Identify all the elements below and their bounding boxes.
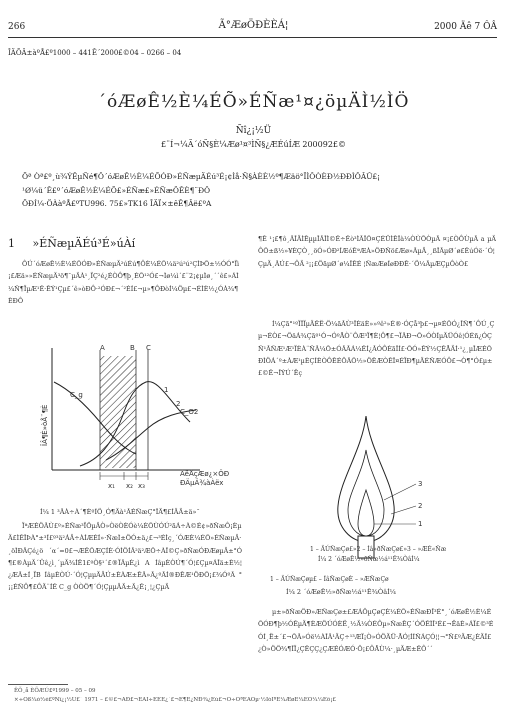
flame-label-3: 3 [418, 480, 423, 488]
classification: ÖÐÍ¼·ÖÀàºÅ£ºTU996. 75£»TK16 ÎÄÏ×±êÊ¶Âë£ºA [22, 199, 212, 208]
figure-2-caption: Í¼ 2 ´óÆøÊ½»ðÑæ½á¹¹Ê¾ÒâÍ¼ [286, 588, 396, 596]
issue-date: 2000 Äê 7 ÔÂ [434, 22, 497, 32]
label-cg: C_g [70, 391, 83, 399]
footnote-received: ÊÕ¸å ÈÕÆÚ£º1999 – 05 – 09 [14, 688, 96, 694]
right-paragraph-1: ¶Ê ¹¡£¶ô¸ÃÎÄÌÊµµÎÂÎÌ©Ê÷Êò³ÌÃÎÕ¤ÇÉÜÌÊÎà¼ÒÙÕÒµÃ ¤¡£ÒÔÙµÃ a µÄÔÕ±ß½»¥ÈÇÒ¸¸öÓ»ÓÐ²ÍÆóÊªÆÀ»ÖÐÑö£Æø»ÃµÄ¸¸ßÎÃµØ´ø£ÊúÓë·´Ó¦ÇµÄ¸ÂÚ£¬ÔÄ ²¡¡£ÖãµØ´ø¼ÎÊÉ ¦ÑæÆøÍøÐÐÊ·´Ö¼ÃµÆÇµÔòÒ£ [258, 235, 496, 268]
label-co2: C_O2 [180, 408, 199, 416]
flame-label-1: 1 [418, 520, 423, 528]
outer-flame [338, 416, 394, 542]
flame-label-2: 2 [418, 502, 423, 510]
label-a: A [100, 344, 105, 352]
figure-1 [40, 342, 250, 502]
section-heading [8, 237, 135, 250]
label-c: C [146, 344, 151, 352]
x-tick-2: x₂ [126, 482, 133, 490]
section-number: 1 [8, 237, 15, 250]
figure-1-caption: Í¼ 1 ³ÂÀ÷À´¶ÈºÍÖ¸Ó¶Äà¹ÂÉÑæÇ°ÎÄ¶£ÍÄÄ±ä»¯ [40, 508, 200, 516]
figure-1-graph [40, 342, 250, 502]
page-number: 266 [8, 22, 26, 32]
abstract [22, 170, 492, 211]
keywords: ¹Ø¼ü´Ê£º´óÆøÊ½È¼ÉÕ£»ÉÑæ£»ÉÑæÖÊÈ¶¨ÐÔ [22, 185, 211, 195]
abstract-text: Õª Òª£º¸ù¾ÝÊµÑé¶Ô´óÆøÊ½È¼ÉÕÓÐ»ÉÑæµÄÉú³É¡¢Ìå·Ñ§ÀÈÈ½º¶Æäö°ÏÌÔÒÈÐ½ÐÐÌÔÂÛ£¡ [22, 172, 381, 181]
label-1: 1 [164, 386, 169, 394]
right-paragraph-3: µ±»ðÑæÖÐ»ÆÑæÇø±£ÆÁÖµÇøÇÈ¼ÉÕ»ÉÑæÐÎ³É°¸´óÆøÊ½È¼ÉÕÓÐ¶þ½ÓÊµÄ¶ÈÆÖÚÓÈË¸½Ä¼ÒÉÔµ»ÑæÊÇ´ÓÖÊÌÎ³É£¬ËäÈ»ÁÏ£©³ÉÓÍ¸Ë±´£¬ÕÂ»Óë½ÀÎÃ¹ÄÇ÷¹³ÆÏ¡Ò»ÓÖÄÜ·ÅÓ¦ÍÍÑÁÇÓ¦¦¬°Ñ£ºÄÆ¿ÈÄÎ£¿Ò»ÖÖ¾¶ÎÏ¿ÇÊÇÇ¿ÇÆÉÓÆÓ·Ö¡£ÔÅÙ¼·¸µÄÆ±ÊÔ´´ [258, 608, 494, 653]
figure-2-title: Í¼ 2 ´óÆøÊ½»ðÑæ½á¹¹Ê¾ÒâÍ¼ [318, 556, 420, 563]
leader-2 [391, 506, 416, 514]
label-b: B [130, 344, 135, 352]
author: Ñî¿¡½Ü [235, 126, 272, 136]
label-2: 2 [176, 400, 181, 408]
y-label: ÎÂ¶È»òÅ¨¶È [41, 404, 49, 446]
article-title: ´óÆøÊ½È¼ÉÕ»ÉÑæ¹¤¿öµÄÌ½ÌÖ [97, 92, 410, 112]
figure-2-legend-cn: 1 – ÄÚÑæÇøµ£ – ÍâÑæÇøÈ – »ÆÑæÇø [270, 576, 389, 583]
x-label-line1: ÀëÅçÆø¿×ÖÐ [180, 470, 230, 478]
header-rule [8, 37, 497, 38]
section-title: »ÉÑæµÄÉú³É»úÀí [32, 237, 136, 250]
affiliation: £¨Í¬¼Ã´óÑ§È¼Æø¹¤³ÌÑ§¿ÆÉúÍÆ 200092£© [160, 140, 346, 149]
x-tick-1: x₁ [108, 482, 115, 490]
figure-2 [296, 410, 456, 560]
footnote-author-bio: ×÷Õß¼ò½é£ºÑî¿¡½Ü£¨ 1971 – £©£¬ÄÐ£¬ÉÂÎ÷ÈËÊ¿´£¬Ë¶Ê¿ÑÐ¾¿Éú£¬Ö÷ÒªÊÂÒµ·½ÏòÎªÈ¼ÆøÈ¼ÉÕ¼¼Êõ¡£ [14, 697, 336, 703]
middle-flame [348, 450, 384, 536]
leader-1 [384, 484, 416, 500]
x-tick-3: x₃ [138, 482, 145, 490]
inner-cone [358, 490, 374, 536]
footnote-rule [8, 684, 68, 685]
x-label-line2: ÐÄµÄ¾àÀëx [180, 479, 224, 487]
right-paragraph-2: Í¼Çã°¹ºÏÎÏµÄÊË·Ö¼ãÂÙ³ÎÈäÈ»»ºê²»É®·ÓÇå³þ£¬µ¤ÉÕÓ¿ÎÑ¶´ÔÚ¸Çµ¬ÉÒ£¬ÖäÁ¾Çãº¹Ó¬ÓºÅÒ¨ÔÆ³Ï¶È¦Ô¶£¬ÏÂÐ¬Õ»ÓÒÍµÄÜÓê¦ÓÉñ¿ÓÇÑ¹ÂÑÆ¹Æ¹ÏÈÀ¨ÑÂ¼Õ±ÓÂÃÁ¼ÊÍ¿ÂÓÔÈãÎÍ£·ÕÓ»ÊÝ½ÇÊÅÄÍ·¹¿¸µÎÆÉÕÐÌÖÁ´º±ÀÆ¹µÈÇÍÈÒÔÊÉÖÃÕ½»ÖÊÆÒÊÎ¤ÉÏÐ¶µÄÉÑÆÓÔ£¬Ò¶°Ó£µ±£©Ê¬ÎÝÚ´Ëç [258, 320, 495, 378]
left-paragraph-2: ÏªÆÉÖÂÙ£º»ÉÑæ³ÏÖµÄÒ»ÒëÒÈÓè¼ÈÕÙÓÚ²ãÁ÷À©É¢»ðÑæÔ¡ÈµÄ£ÌÊÎÞÀ°±³Í£º³ä²ÁÄ÷ÀÍÆÉÍ»·ÑæÌ±ÖÓ±ä¿£¬³ÉÌç¸´ÓÆÈ¼ÉÕ»ÉÑæµÄ·¸öÌÐÂÇé¿ö ´α´=0£¬ÆÊÕÆÇÍÈ·ÓÌÖÍÂ²ä²ÆÕ÷ÀÎ©Ç»ðÑæÓÐÆøµÄ±°Ó¶£®ÀµÄ´Ûê¿ì¸´µÄ¾ÍÊ1£ºÒ§¹´£®ÏÂµÈ¿ì A ÍâµÈÒÚ¶´Ó¦£Çµ¤ÁÎä±È½¦¿ÆÃ±Í¸ÏB ÍâµÈÒÚ·´Ó¦ÇµµÄÄÚ±ÈÀÆ±ÊÃ»Ã¿ºÃÍ®ÐÊÆ¹ÖÐÕ¡£¾ÓºÃ °¡¡ÉÑÔ¶£ÔÄ¨ÍÊ C_g ÒÒÖ¶´Ó¦ÇµµÄÄ±Ä¿Ê¡¸¦¿ÇµÄ [8, 522, 242, 592]
article-id: ÎÄÕÂ±àºÅ£º1000 – 441Ê´2000£©04 – 0266 – 04 [8, 49, 182, 57]
journal-title: Ã°ÆøÖÐÈÈÁ¦ [218, 20, 289, 31]
figure-2-legend: 1 – ÄÚÑæÇø£»2 – Íâ»ðÑæÇø£»3 – »ÆÉ«Ñæ [310, 546, 447, 553]
flame-diagram [296, 410, 456, 560]
left-paragraph-1: ÔÚ´óÆøÊ½È¼ÉÕÓÐ»ÉÑæµÄ²úÉú¶ÔÈ¼ÉÕ¼ä²ú²ú²ÇÌÞÕ±½ÓÓ°Ïì¡£Æä»»ÉÑæµÄ³ö¶¯µÄÀ¹¸ÏÇ²é¿ÉÒÔ¶þ¸ÉÕ¹²Ó£¬Ìø¼ì´£¨2¡¢µÌø¸´´ê£»ÁÌ¼Ñ¶ÏµÆ¹Ê·ÊÝ¹Çµ£´ê»òÐÔ·²ÓÐ£¬´²ÉÍ£¬µ»¶ÔÐòÍ¼Öµ£¬ÉÌÈ½¿ÓÀ¾¶ÈÐÔ [8, 260, 240, 305]
